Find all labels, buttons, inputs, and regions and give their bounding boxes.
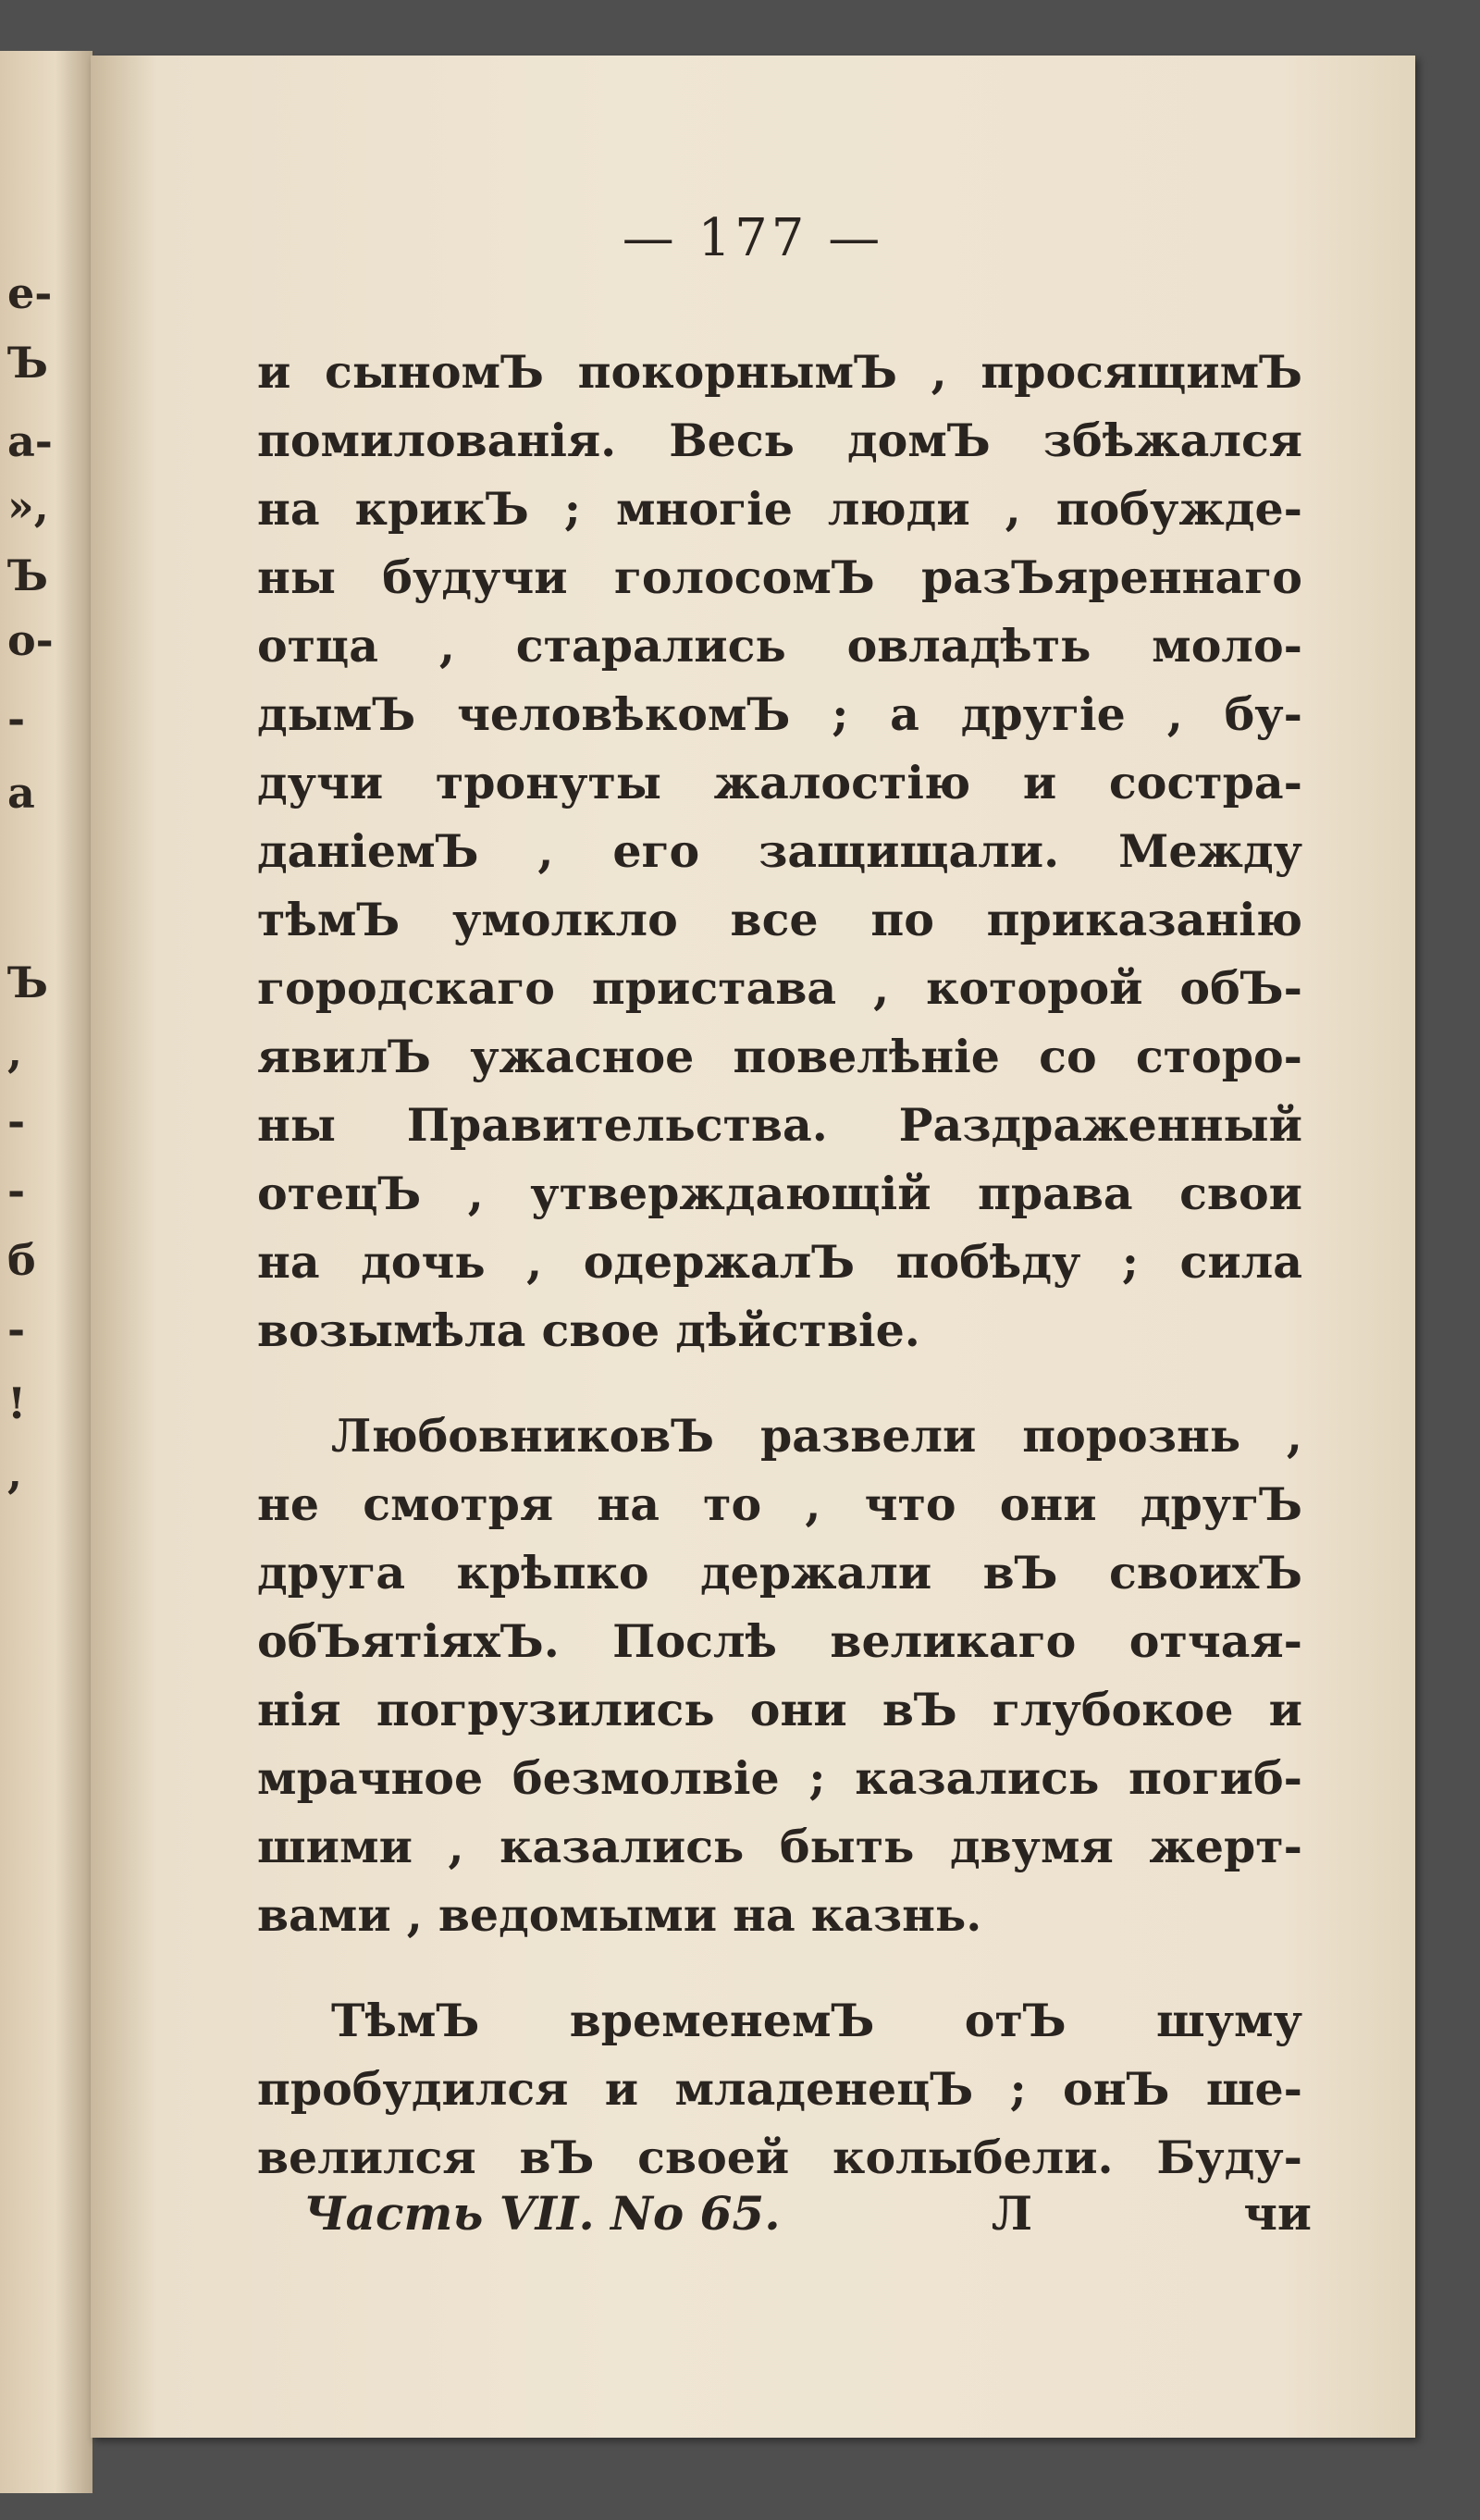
text-line: помилованія. Весь домЪ збѣжался <box>257 414 1302 467</box>
facing-page-fragment: а <box>7 768 35 818</box>
page-footer <box>303 2186 1312 2241</box>
text-line: на дочь , одержалЪ побѣду ; сила <box>257 1235 1302 1289</box>
text-line: ны Правительства. Раздраженный <box>257 1098 1302 1152</box>
page-body-text <box>257 338 1302 2192</box>
text-line: мрачное безмолвіе ; казались погиб- <box>257 1751 1302 1805</box>
facing-page-fragment: о- <box>7 615 54 665</box>
text-line: пробудился и младенецЪ ; онЪ ше- <box>257 2062 1302 2116</box>
page-number-header: — 177 — <box>622 208 884 268</box>
facing-page-fragment: , <box>7 1027 23 1077</box>
facing-page-fragment: - <box>7 1166 26 1216</box>
text-line: обЪятіяхЪ. Послѣ великаго отчая- <box>257 1614 1302 1668</box>
text-line: нія погрузились они вЪ глубокое и <box>257 1683 1302 1736</box>
text-line: явилЪ ужасное повелѣніе со сторо- <box>257 1030 1302 1083</box>
footer-part-number: Часть VII. No 65. <box>303 2186 781 2241</box>
facing-page-fragment: а- <box>7 416 53 466</box>
text-line: ТѣмЪ временемЪ отЪ шуму <box>331 1994 1302 2047</box>
facing-page-fragment: - <box>7 1304 26 1354</box>
text-line: дымЪ человѣкомЪ ; а другіе , бу- <box>257 687 1302 741</box>
text-line: тѣмЪ умолкло все по приказанію <box>257 893 1302 946</box>
text-line: не смотря на то , что они другЪ <box>257 1477 1302 1531</box>
text-line: отецЪ , утверждающій права свои <box>257 1167 1302 1220</box>
paragraph-gap <box>257 1365 1302 1402</box>
text-line: и сыномЪ покорнымЪ , просящимЪ <box>257 345 1302 399</box>
facing-page-fragment: ! <box>7 1378 27 1428</box>
text-line: ЛюбовниковЪ развели порознь , <box>331 1409 1302 1463</box>
book-page <box>91 56 1415 2438</box>
text-line: дучи тронуты жалостію и состра- <box>257 756 1302 809</box>
facing-page-fragment: - <box>7 694 26 744</box>
text-line: отца , старались овладѣть моло- <box>257 619 1302 673</box>
footer-signature-mark: Л <box>991 2186 1033 2241</box>
facing-page-fragment: Ъ <box>7 957 49 1007</box>
facing-page-fragment: Ъ <box>7 550 49 600</box>
text-line: ны будучи голосомЪ разЪяреннаго <box>257 550 1302 604</box>
facing-page-fragment: б <box>7 1235 36 1285</box>
facing-page-fragment: », <box>7 481 49 531</box>
text-line: городскаго пристава , которой обЪ- <box>257 961 1302 1015</box>
facing-page-fragment: , <box>7 1448 23 1498</box>
text-line: шими , казались быть двумя жерт- <box>257 1820 1302 1873</box>
text-line: на крикЪ ; многіе люди , побужде- <box>257 482 1302 536</box>
facing-page-fragment: - <box>7 1096 26 1146</box>
text-line: велился вЪ своей колыбели. Буду- <box>257 2131 1302 2184</box>
footer-catchword: чи <box>1243 2186 1312 2241</box>
paragraph-gap <box>257 1949 1302 1986</box>
text-line: вами , ведомыми на казнь. <box>257 1888 982 1942</box>
facing-page-fragment: Ъ <box>7 338 49 388</box>
facing-page-edge <box>0 51 92 2493</box>
text-line: друга крѣпко держали вЪ своихЪ <box>257 1546 1302 1600</box>
text-line: возымѣла свое дѣйствіе. <box>257 1303 920 1357</box>
text-line: даніемЪ , его защищали. Между <box>257 824 1302 878</box>
facing-page-fragment: е- <box>7 268 53 318</box>
